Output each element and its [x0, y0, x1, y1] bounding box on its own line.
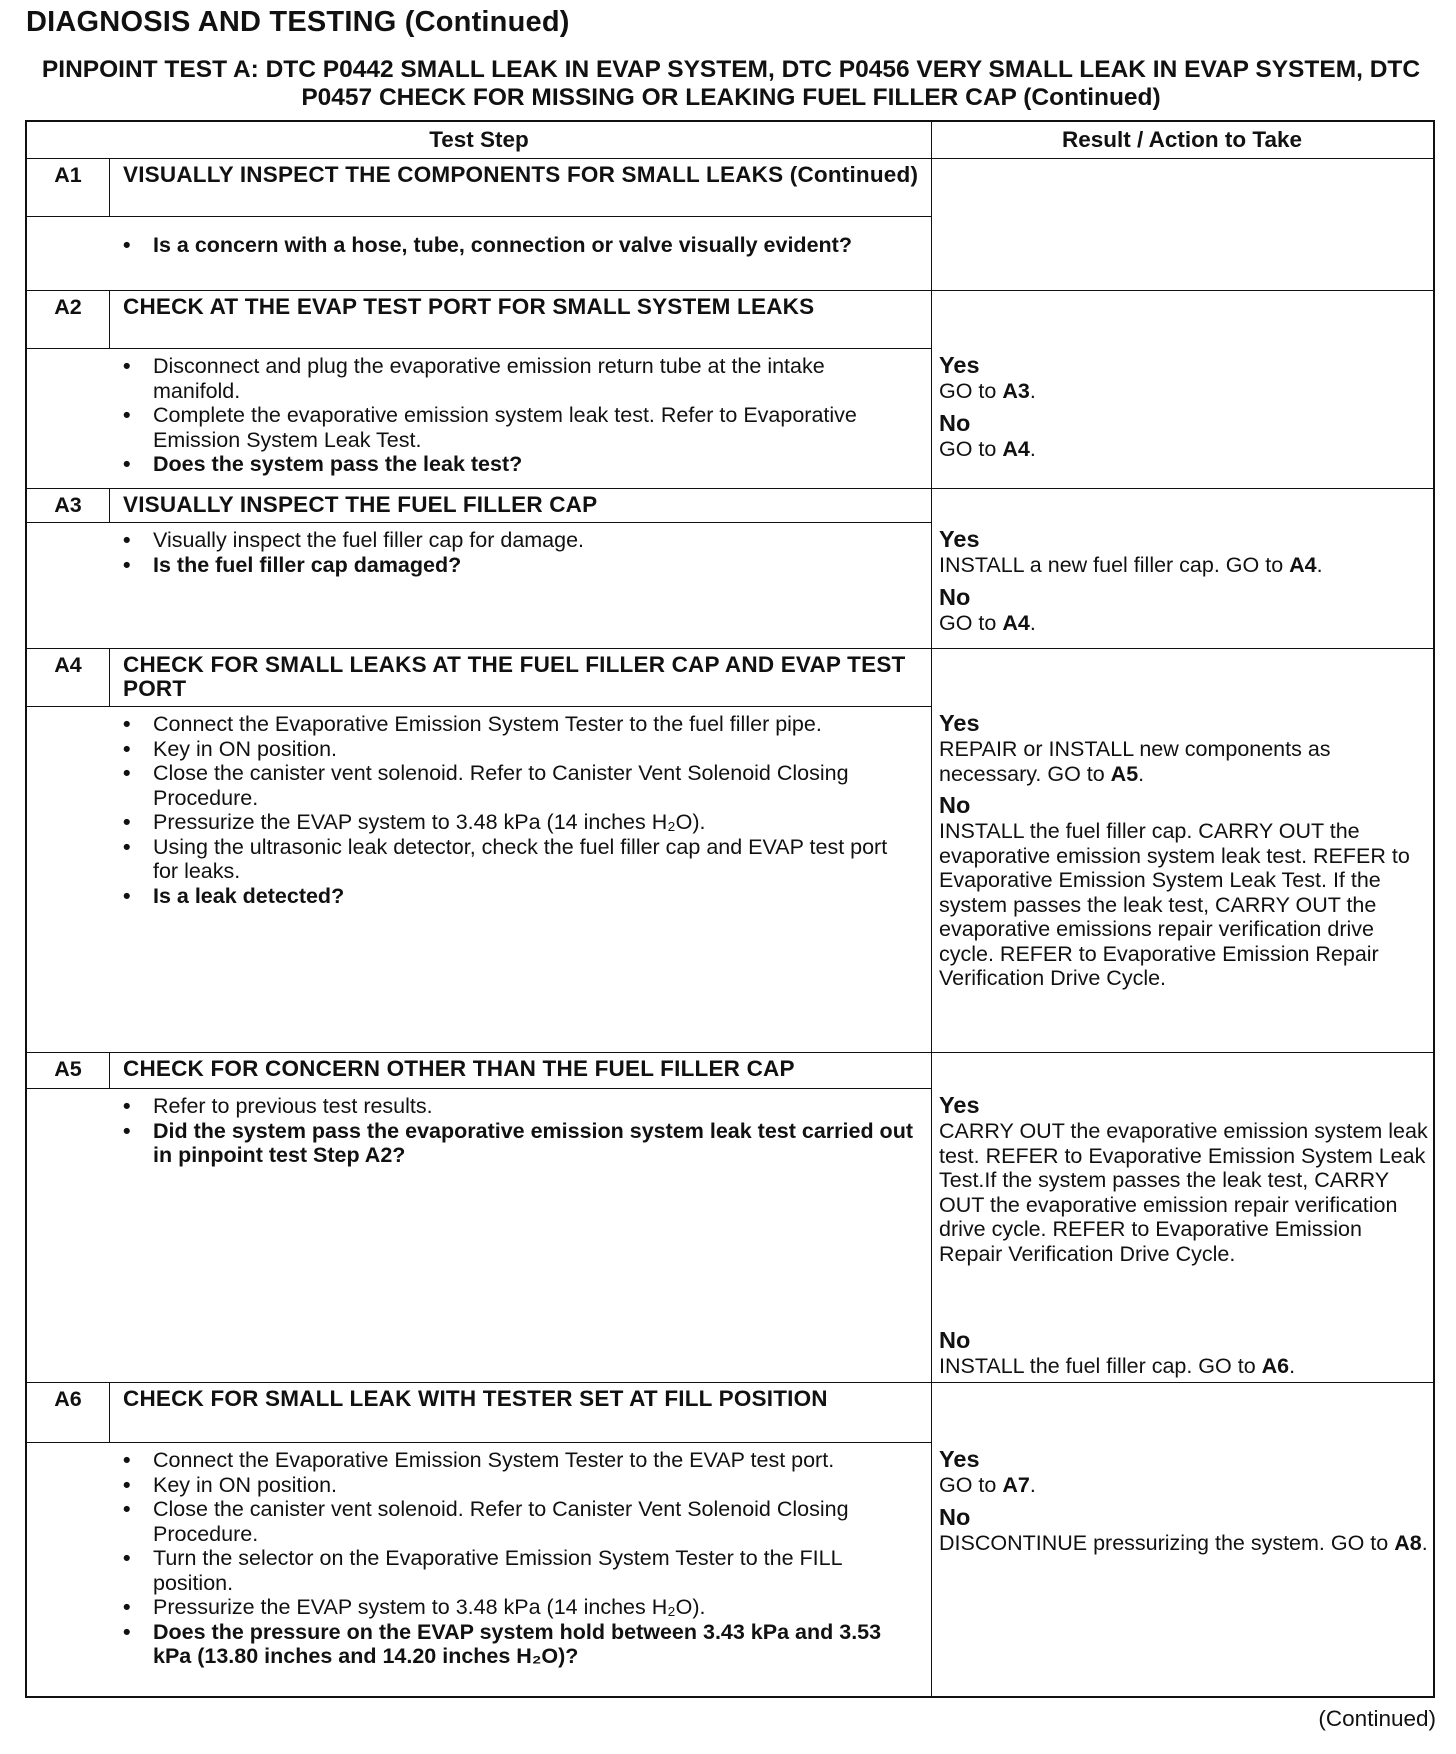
step-bullets-a2	[115, 354, 915, 477]
result-yes-label: Yes	[939, 1092, 980, 1118]
result-no-label: No	[939, 583, 971, 610]
result-yes-text: CARRY OUT the evaporative emission system leak test. REFER to Evaporative Emission System Leak Test.If the system passes the leak test, CARRY OUT the evaporative emission repair verification drive cycle. REFER to Evaporative Emission Repair Verification Drive Cycle.	[939, 1119, 1428, 1266]
result-no-label: No	[939, 1503, 971, 1530]
row-separator	[27, 158, 1433, 159]
result-yes-label: Yes	[939, 526, 980, 552]
step-bullets-a1	[115, 233, 915, 258]
row-separator	[27, 648, 1433, 649]
step-id-a6: A6	[54, 1387, 82, 1411]
row-separator	[27, 1052, 1433, 1053]
bullet-item: • Connect the Evaporative Emission System Tester to the fuel filler pipe.	[115, 712, 915, 737]
step-title-a1: VISUALLY INSPECT THE COMPONENTS FOR SMALL LEAKS (Continued)	[123, 162, 919, 187]
header-test-step: Test Step	[429, 127, 529, 152]
bullet-item: • Disconnect and plug the evaporative emission return tube at the intake manifold.	[115, 354, 915, 403]
result-a5-no	[939, 1327, 1429, 1379]
title-separator	[27, 216, 931, 217]
result-no-label: No	[939, 792, 971, 818]
result-a6	[939, 1446, 1429, 1555]
row-separator	[27, 290, 1433, 291]
step-id-a2: A2	[54, 295, 82, 319]
bullet-item: • Connect the Evaporative Emission System Tester to the EVAP test port.	[115, 1448, 915, 1473]
result-no-text: GO to A4.	[939, 610, 1036, 635]
bullet-item: • Key in ON position.	[115, 1473, 915, 1498]
bullet-question: • Is a leak detected?	[115, 884, 915, 909]
bullet-item: • Using the ultrasonic leak detector, check the fuel filler cap and EVAP test port for leaks.	[115, 835, 915, 884]
bullet-item: • Pressurize the EVAP system to 3.48 kPa (14 inches H₂O).	[115, 810, 915, 835]
row-separator	[27, 1382, 1433, 1383]
bullet-question: • Did the system pass the evaporative emission system leak test carried out in pinpoint test Step A2?	[115, 1119, 915, 1168]
result-yes-label: Yes	[939, 352, 980, 378]
id-divider-a4	[109, 648, 110, 706]
result-yes-text: GO to A7.	[939, 1473, 1036, 1497]
step-bullets-a5	[115, 1094, 915, 1168]
pinpoint-test-subtitle: PINPOINT TEST A: DTC P0442 SMALL LEAK IN EVAP SYSTEM, DTC P0456 VERY SMALL LEAK IN EVAP SYSTEM, DTC P0457 CHECK FOR MISSING OR LEAKING FUEL FILLER CAP (Continued)	[41, 56, 1421, 111]
result-no-text: INSTALL the fuel filler cap. GO to A6.	[939, 1354, 1296, 1378]
title-separator	[27, 348, 931, 349]
bullet-item: • Refer to previous test results.	[115, 1094, 915, 1119]
id-divider-a6	[109, 1382, 110, 1442]
id-divider-a1	[109, 158, 110, 216]
bullet-item: • Pressurize the EVAP system to 3.48 kPa (14 inches H₂O).	[115, 1595, 915, 1620]
result-no-label: No	[939, 1327, 971, 1353]
result-no-text: INSTALL the fuel filler cap. CARRY OUT the evaporative emission system leak test. REFER to Evaporative Emission System Leak Test. If the system passes the leak test, CARRY OUT the evaporative emissions repair verification drive cycle. REFER to Evaporative Emission Repair Verification Drive Cycle.	[939, 819, 1410, 990]
title-separator	[27, 706, 931, 707]
result-a5-yes	[939, 1092, 1429, 1266]
result-yes-text: INSTALL a new fuel filler cap. GO to A4.	[939, 553, 1323, 577]
bullet-item: • Visually inspect the fuel filler cap for damage.	[115, 528, 915, 553]
result-a3	[939, 526, 1429, 635]
header-result-action: Result / Action to Take	[1061, 127, 1303, 152]
step-id-a1: A1	[54, 163, 82, 187]
bullet-item: • Close the canister vent solenoid. Refer to Canister Vent Solenoid Closing Procedure.	[115, 761, 915, 810]
step-title-a4: CHECK FOR SMALL LEAKS AT THE FUEL FILLER CAP AND EVAP TEST PORT	[123, 652, 906, 701]
page-title: DIAGNOSIS AND TESTING (Continued)	[26, 6, 570, 38]
step-id-a5: A5	[54, 1057, 82, 1081]
step-title-a5: CHECK FOR CONCERN OTHER THAN THE FUEL FILLER CAP	[123, 1056, 795, 1081]
id-divider-a3	[109, 488, 110, 522]
bullet-item: • Key in ON position.	[115, 737, 915, 762]
result-a4	[939, 710, 1429, 991]
continued-note: (Continued)	[1318, 1706, 1436, 1731]
row-separator	[27, 488, 1433, 489]
result-no-label: No	[939, 409, 971, 436]
step-bullets-a4	[115, 712, 915, 908]
result-yes-text: GO to A3.	[939, 379, 1036, 403]
result-yes-label: Yes	[939, 710, 980, 736]
column-divider	[931, 122, 932, 1696]
bullet-question: • Does the pressure on the EVAP system hold between 3.43 kPa and 3.53 kPa (13.80 inches and 14.20 inches H₂O)?	[115, 1620, 915, 1669]
result-no-text: DISCONTINUE pressurizing the system. GO to A8.	[939, 1530, 1428, 1555]
bullet-question: • Is the fuel filler cap damaged?	[115, 553, 915, 578]
bullet-item: • Turn the selector on the Evaporative Emission System Tester to the FILL position.	[115, 1546, 915, 1595]
bullet-item: • Complete the evaporative emission system leak test. Refer to Evaporative Emission System Leak Test.	[115, 403, 915, 452]
title-separator	[27, 522, 931, 523]
result-yes-text: REPAIR or INSTALL new components as necessary. GO to A5.	[939, 737, 1331, 786]
step-title-a6: CHECK FOR SMALL LEAK WITH TESTER SET AT FILL POSITION	[123, 1386, 828, 1411]
test-table	[25, 120, 1435, 1698]
bullet-question: • Does the system pass the leak test?	[115, 452, 915, 477]
result-yes-label: Yes	[939, 1446, 980, 1472]
title-separator	[27, 1088, 931, 1089]
step-title-a2: CHECK AT THE EVAP TEST PORT FOR SMALL SYSTEM LEAKS	[123, 294, 815, 319]
step-id-a3: A3	[54, 493, 82, 517]
result-no-text: GO to A4.	[939, 436, 1036, 461]
bullet-question: • Is a concern with a hose, tube, connection or valve visually evident?	[115, 233, 915, 258]
bullet-item: • Close the canister vent solenoid. Refer to Canister Vent Solenoid Closing Procedure.	[115, 1497, 915, 1546]
step-title-a3: VISUALLY INSPECT THE FUEL FILLER CAP	[123, 492, 598, 517]
step-id-a4: A4	[54, 653, 82, 677]
step-bullets-a6	[115, 1448, 915, 1669]
result-a2	[939, 352, 1429, 461]
id-divider-a5	[109, 1052, 110, 1088]
step-bullets-a3	[115, 528, 915, 577]
title-separator	[27, 1442, 931, 1443]
id-divider-a2	[109, 290, 110, 348]
